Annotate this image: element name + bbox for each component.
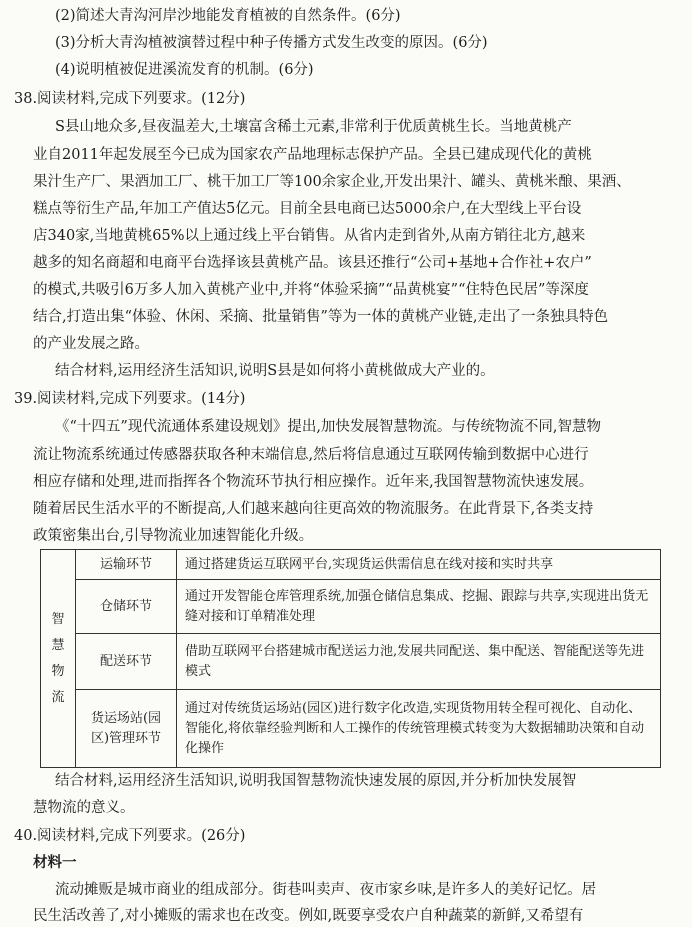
q39-line: 政策密集出台,引导物流业加速智能化升级。	[33, 528, 314, 544]
q38-line: 果汁生产厂、果酒加工厂、桃干加工厂等100余家企业,开发出果汁、罐头、黄桃米酿、果酒、	[33, 174, 631, 190]
q38-line: 糕点等衍生产品,年加工产值达5亿元。目前全县电商已达5000余户,在大型线上平台设	[33, 201, 582, 217]
q39-heading: 39.阅读材料,完成下列要求。(14分)	[14, 391, 246, 407]
q40-line: 民生活改善了,对小摊贩的需求也在改变。例如,既要享受农户自种蔬菜的新鲜,又希望有	[33, 908, 584, 924]
table-cell: 借助互联网平台搭建城市配送运力池,发展共同配送、集中配送、智能配送等先进模式	[177, 634, 661, 690]
q38-heading: 38.阅读材料,完成下列要求。(12分)	[14, 91, 246, 107]
table-cell: 通过对传统货运场站(园区)进行数字化改造,实现货物用转全程可视化、自动化、智能化,将依靠经验判断和人工操作的传统管理模式转变为大数据辅助决策和自动化操作	[177, 690, 661, 768]
table-row	[41, 690, 661, 768]
q38-line: 越多的知名商超和电商平台选择该县黄桃产品。该县还推行“公司+基地+合作社+农户”	[33, 255, 592, 271]
table-section-label: 仓储环节	[76, 580, 177, 634]
q39-line: 随着居民生活水平的不断提高,人们越来越向往更高效的物流服务。在此背景下,各类支持	[33, 501, 594, 517]
q39-task: 慧物流的意义。	[33, 800, 135, 816]
q39-task: 结合材料,运用经济生活知识,说明我国智慧物流快速发展的原因,并分析加快发展智	[55, 773, 577, 789]
table-cell: 通过开发智能仓库管理系统,加强仓储信息集成、挖掘、跟踪与共享,实现进出货无缝对接和订单精准处理	[177, 580, 661, 634]
smart-logistics-table	[40, 549, 661, 768]
q37-subquestion-3: (3)分析大青沟植被演替过程中种子传播方式发生改变的原因。(6分)	[55, 35, 488, 51]
q38-line: 结合,打造出集“体验、休闲、采摘、批量销售”等为一体的黄桃产业链,走出了一条独具特色	[33, 309, 609, 325]
table-row	[41, 550, 661, 580]
table-section-label: 货运场站(园区)管理环节	[76, 690, 177, 768]
q38-line: 的产业发展之路。	[33, 336, 149, 352]
table-row	[41, 580, 661, 634]
q39-line: 相应存储和处理,进而指挥各个物流环节执行相应操作。近年来,我国智慧物流快速发展。	[33, 474, 594, 490]
q39-line: 流让物流系统通过传感器获取各种末端信息,然后将信息通过互联网传输到数据中心进行	[33, 447, 589, 463]
q40-material-label: 材料一	[33, 854, 77, 871]
q39-line: 《“十四五”现代流通体系建设规划》提出,加快发展智慧物流。与传统物流不同,智慧物	[55, 419, 602, 435]
table-cell: 通过搭建货运互联网平台,实现货运供需信息在线对接和实时共享	[177, 550, 661, 580]
table-row	[41, 634, 661, 690]
q38-line: 的模式,共吸引6万多人加入黄桃产业中,并将“体验采摘”“品黄桃宴”“住特色民居”等深度	[33, 282, 589, 298]
q38-line: 店340家,当地黄桃65%以上通过线上平台销售。从省内走到省外,从南方销往北方,越来	[33, 228, 586, 244]
q40-heading: 40.阅读材料,完成下列要求。(26分)	[14, 828, 246, 844]
q37-subquestion-4: (4)说明植被促进溪流发育的机制。(6分)	[55, 62, 314, 78]
q38-line: S县山地众多,昼夜温差大,土壤富含稀土元素,非常利于优质黄桃生长。当地黄桃产	[55, 119, 572, 135]
q37-subquestion-2: (2)简述大青沟河岸沙地能发育植被的自然条件。(6分)	[55, 8, 401, 24]
q38-line: 业自2011年起发展至今已成为国家农产品地理标志保护产品。全县已建成现代化的黄桃	[33, 147, 592, 163]
table-section-label: 配送环节	[76, 634, 177, 690]
q40-line: 流动摊贩是城市商业的组成部分。街巷叫卖声、夜市家乡味,是许多人的美好记忆。居	[55, 882, 597, 898]
q38-task: 结合材料,运用经济生活知识,说明S县是如何将小黄桃做成大产业的。	[55, 363, 495, 379]
table-section-label: 运输环节	[76, 550, 177, 580]
table-side-label: 智 慧 物 流	[41, 550, 76, 768]
